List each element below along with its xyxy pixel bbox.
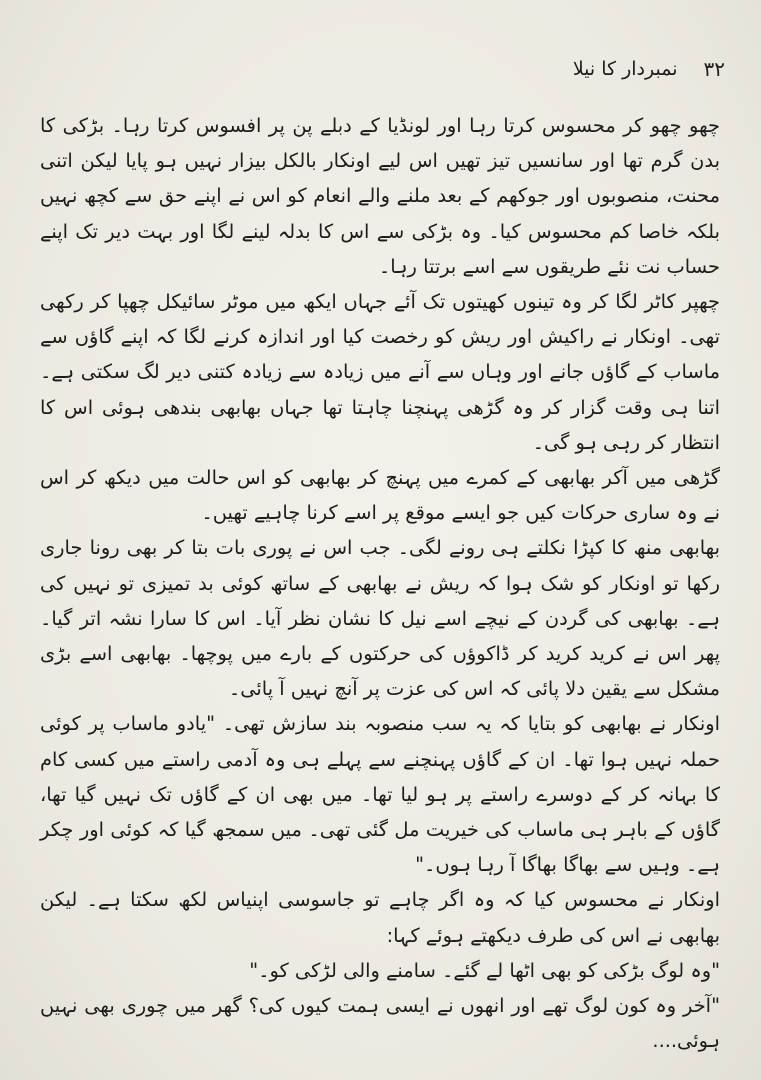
paragraph: اونکار نے بھابھی کو بتایا کہ یہ سب منصوبہ بند سازش تھی۔ "یادو ماساب پر کوئی حملہ نہیں ہوا تھا۔ ان کے گاؤں پہنچنے سے پہلے ہی وہ آدمی راستے میں کسی کام کا بہانہ کر کے دوسرے راستے پر ہو لیا تھا۔ میں بھی ان کے گاؤں تک نہیں گیا تھا، گاؤں کے باہر ہی ماساب کی خیریت مل گئی تھی۔ میں سمجھ گیا کہ کوئی اور چکر ہے۔ وہیں سے بھاگا بھاگا آ رہا ہوں۔" xyxy=(40,712,720,877)
paragraph: اونکار نے محسوس کیا کہ وہ اگر چاہے تو جاسوسی اپنیاس لکھ سکتا ہے۔ لیکن بھابھی نے اس کی طرف دیکھتے ہوئے کہا: xyxy=(40,888,720,947)
running-header xyxy=(505,52,725,86)
page-number: ۳۲ xyxy=(703,57,725,81)
body-text xyxy=(40,108,720,1058)
paragraph: بھابھی منھ کا کپڑا نکلتے ہی رونے لگی۔ جب اس نے پوری بات بتا کر بھی رونا جاری رکھا تو اونکار کو شک ہوا کہ ریش نے بھابھی کے ساتھ کوئی بد تمیزی تو نہیں کی ہے۔ بھابھی کی گردن کے نیچے اسے نیل کا نشان نظر آیا۔ اس کا سارا نشہ اتر گیا۔ پھر اس نے کرید کرید کر ڈاکوؤں کی حرکتوں کے بارے میں پوچھا۔ بھابھی اسے بڑی مشکل سے یقین دلا پائی کہ اس کی عزت پر آنچ نہیں آ پائی۔ xyxy=(40,536,720,701)
paragraph: چھو چھو کر محسوس کرتا رہا اور لونڈیا کے دبلے پن پر افسوس کرتا رہا۔ بڑکی کا بدن گرم تھا اور سانسیں تیز تھیں اس لیے اونکار بالکل بیزار نہیں ہو پایا لیکن اتنی محنت، منصوبوں اور جوکھم کے بعد ملنے والے انعام کو اس نے اپنے حق سے کچھ نہیں بلکہ خاصا کم محسوس کیا۔ وہ بڑکی سے اس کا بدلہ لینے لگا اور بہت دیر تک اپنے حساب نت نئے طریقوں سے اسے برتتا رہا۔ xyxy=(40,114,720,278)
paragraph: چھپر کاٹر لگا کر وہ تینوں کھیتوں تک آئے جہاں ایکھ میں موٹر سائیکل چھپا کر رکھی تھی۔ اونکار نے راکیش اور ریش کو رخصت کیا اور اندازہ کرنے لگا کہ اپنے گاؤں سے ماساب کے گاؤں جانے اور وہاں سے آنے میں زیادہ سے زیادہ کتنی دیر لگ سکتی ہے۔ اتنا ہی وقت گزار کر وہ گڑھی پہنچنا چاہتا تھا جہاں بھابھی بندھی ہوئی اس کا انتظار کر رہی ہو گی۔ xyxy=(40,290,720,454)
paragraph: "وہ لوگ بڑکی کو بھی اٹھا لے گئے۔ سامنے والی لڑکی کو۔" xyxy=(249,958,720,982)
paragraph: گڑھی میں آکر بھابھی کے کمرے میں پہنچ کر بھابھی کو اس حالت میں دیکھ کر اس نے وہ ساری حرکات کیں جو ایسے موقع پر اسے کرنا چاہیے تھیں۔ xyxy=(40,466,720,525)
paragraph: "آخر وہ کون لوگ تھے اور انھوں نے ایسی ہمت کیوں کی؟ گھر میں چوری بھی نہیں ہوئی.... xyxy=(40,994,720,1053)
book-title: نمبردار کا نیلا xyxy=(572,58,678,80)
